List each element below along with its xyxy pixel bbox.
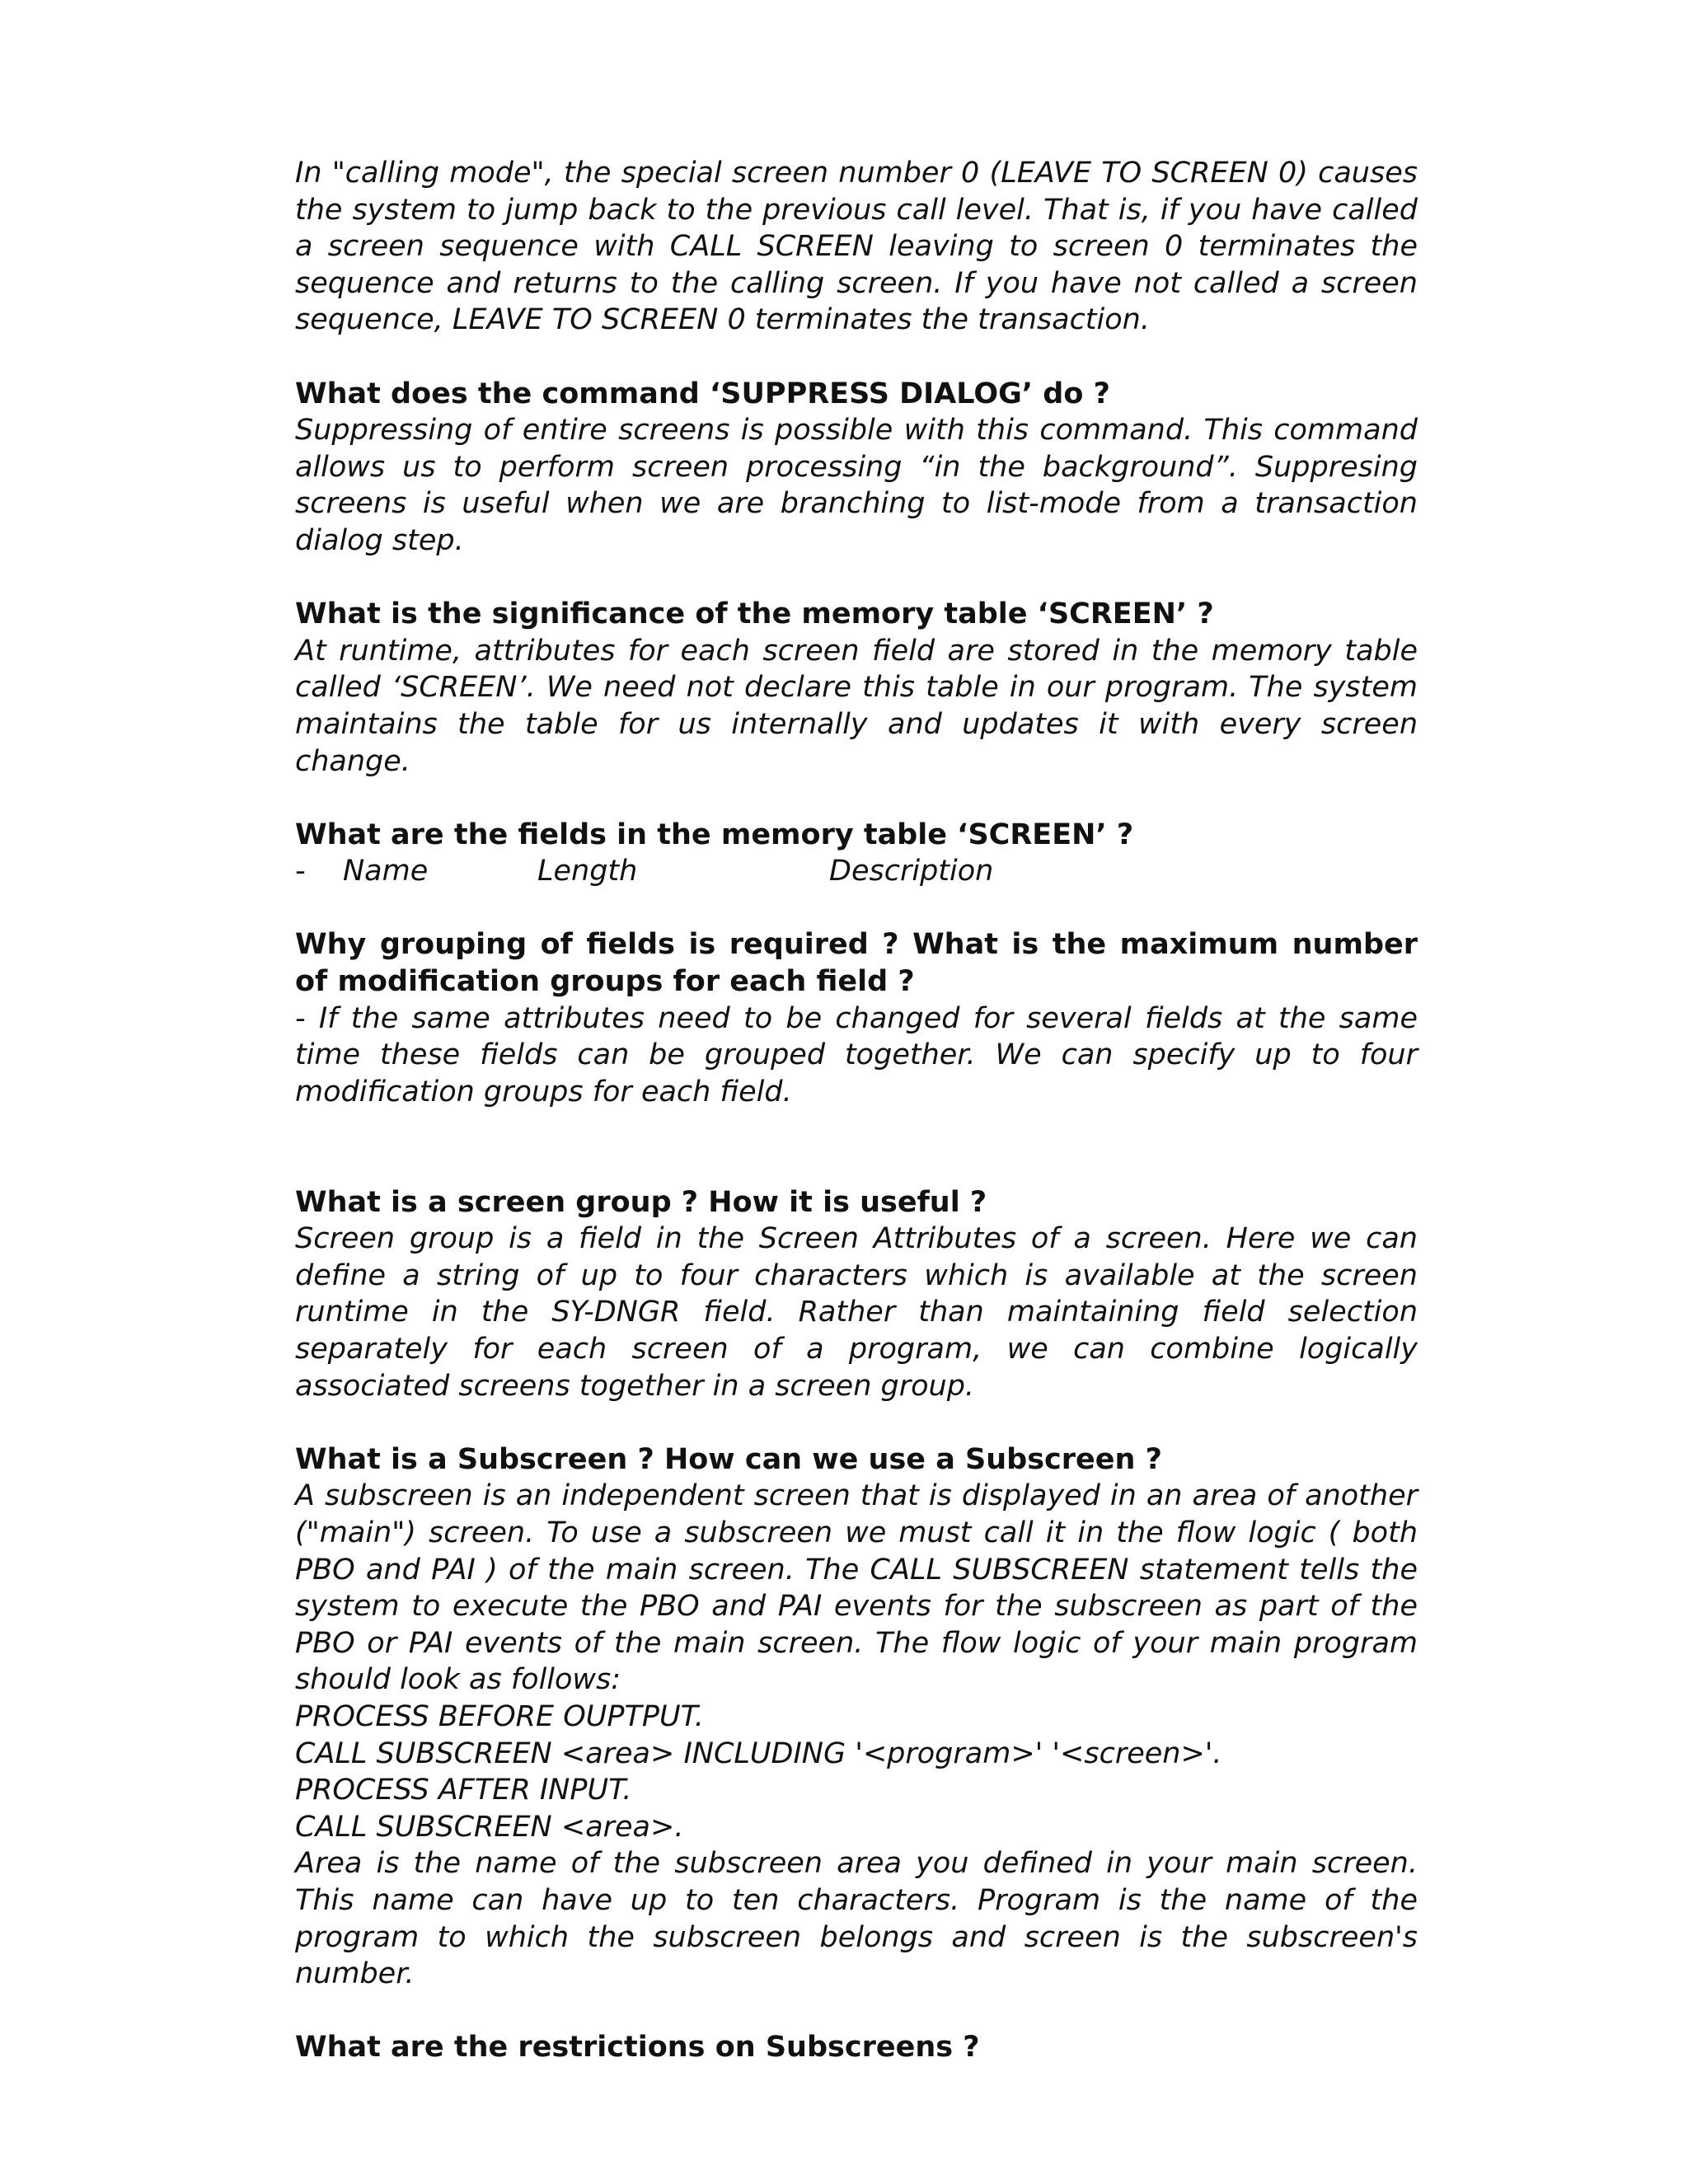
answer-screen-group: Screen group is a field in the Screen Attributes of a screen. Here we can define a string of up to four characters which is available at the screen runtime in the SY-DNGR field. Rather than maintaining field selection separately for each screen of a program, we can combine logically associated screens together in a screen group.	[295, 1222, 1418, 1403]
question-subscreen-restrictions: What are the restrictions on Subscreens ?	[295, 2031, 980, 2064]
question-suppress-dialog: What does the command ‘SUPPRESS DIALOG’ do ?	[295, 377, 1110, 410]
question-subscreen: What is a Subscreen ? How can we use a Subscreen ?	[295, 1442, 1162, 1476]
paragraph-leave-to-screen: In "calling mode", the special screen number 0 (LEAVE TO SCREEN 0) causes the system to jump back to the previous call level. That is, if you have called a screen sequence with CALL SCREEN leaving to screen 0 terminates the sequence and returns to the calling screen. If you have not called a screen sequence, LEAVE TO SCREEN 0 terminates the transaction.	[295, 157, 1418, 337]
fields-dash: -	[295, 855, 306, 888]
spacer	[295, 890, 1418, 927]
answer-suppress-dialog: Suppressing of entire screens is possible with this command. This command allows us to perform screen processing “in the background”. Suppresing screens is useful when we are branching to list-mode from a transaction dialog step.	[295, 414, 1418, 557]
fields-col-name: Name	[343, 855, 429, 888]
code-line-pbo: PROCESS BEFORE OUPTPUT.	[295, 1699, 704, 1733]
spacer	[295, 560, 1418, 597]
code-line-call-area: CALL SUBSCREEN <area>.	[295, 1810, 684, 1844]
question-grouping-fields: Why grouping of fields is required ? What is the maximum number of modification groups for each field ?	[295, 928, 1418, 999]
question-memory-table: What is the significance of the memory table ‘SCREEN’ ?	[295, 598, 1214, 631]
answer-memory-table: At runtime, attributes for each screen field are stored in the memory table called ‘SCREEN’. We need not declare this table in our program. The system maintains the table for us internally and updates it with every screen change.	[295, 634, 1418, 778]
spacer	[295, 1993, 1418, 2030]
question-screen-fields: What are the fields in the memory table ‘SCREEN’ ?	[295, 818, 1134, 851]
answer-subscreen-area: Area is the name of the subscreen area you defined in your main screen. This name can have up to ten characters. Program is the name of the program to which the subscreen belongs and screen is the subscreen's number.	[295, 1847, 1418, 1991]
screen-fields-header-row	[295, 853, 1418, 890]
answer-grouping-fields: - If the same attributes need to be changed for several fields at the same time these fields can be grouped together. We can specify up to four modification groups for each field.	[295, 1001, 1418, 1108]
fields-col-description: Description	[829, 855, 994, 888]
spacer	[295, 1404, 1418, 1441]
answer-subscreen: A subscreen is an independent screen that is displayed in an area of another ("main") screen. To use a subscreen we must call it in the flow logic ( both PBO and PAI ) of the main screen. The CALL SUBSCREEN statement tells the system to execute the PBO and PAI events for the subscreen as part of the PBO or PAI events of the main screen. The flow logic of your main program should look as follows:	[295, 1479, 1418, 1697]
document-page	[295, 155, 1418, 2066]
code-line-call-including: CALL SUBSCREEN <area> INCLUDING '<program>' '<screen>'.	[295, 1736, 1222, 1770]
question-screen-group: What is a screen group ? How it is useful ?	[295, 1185, 987, 1219]
code-line-pai: PROCESS AFTER INPUT.	[295, 1774, 632, 1807]
spacer	[295, 1110, 1418, 1183]
spacer	[295, 780, 1418, 817]
spacer	[295, 339, 1418, 376]
fields-col-length: Length	[537, 855, 638, 888]
